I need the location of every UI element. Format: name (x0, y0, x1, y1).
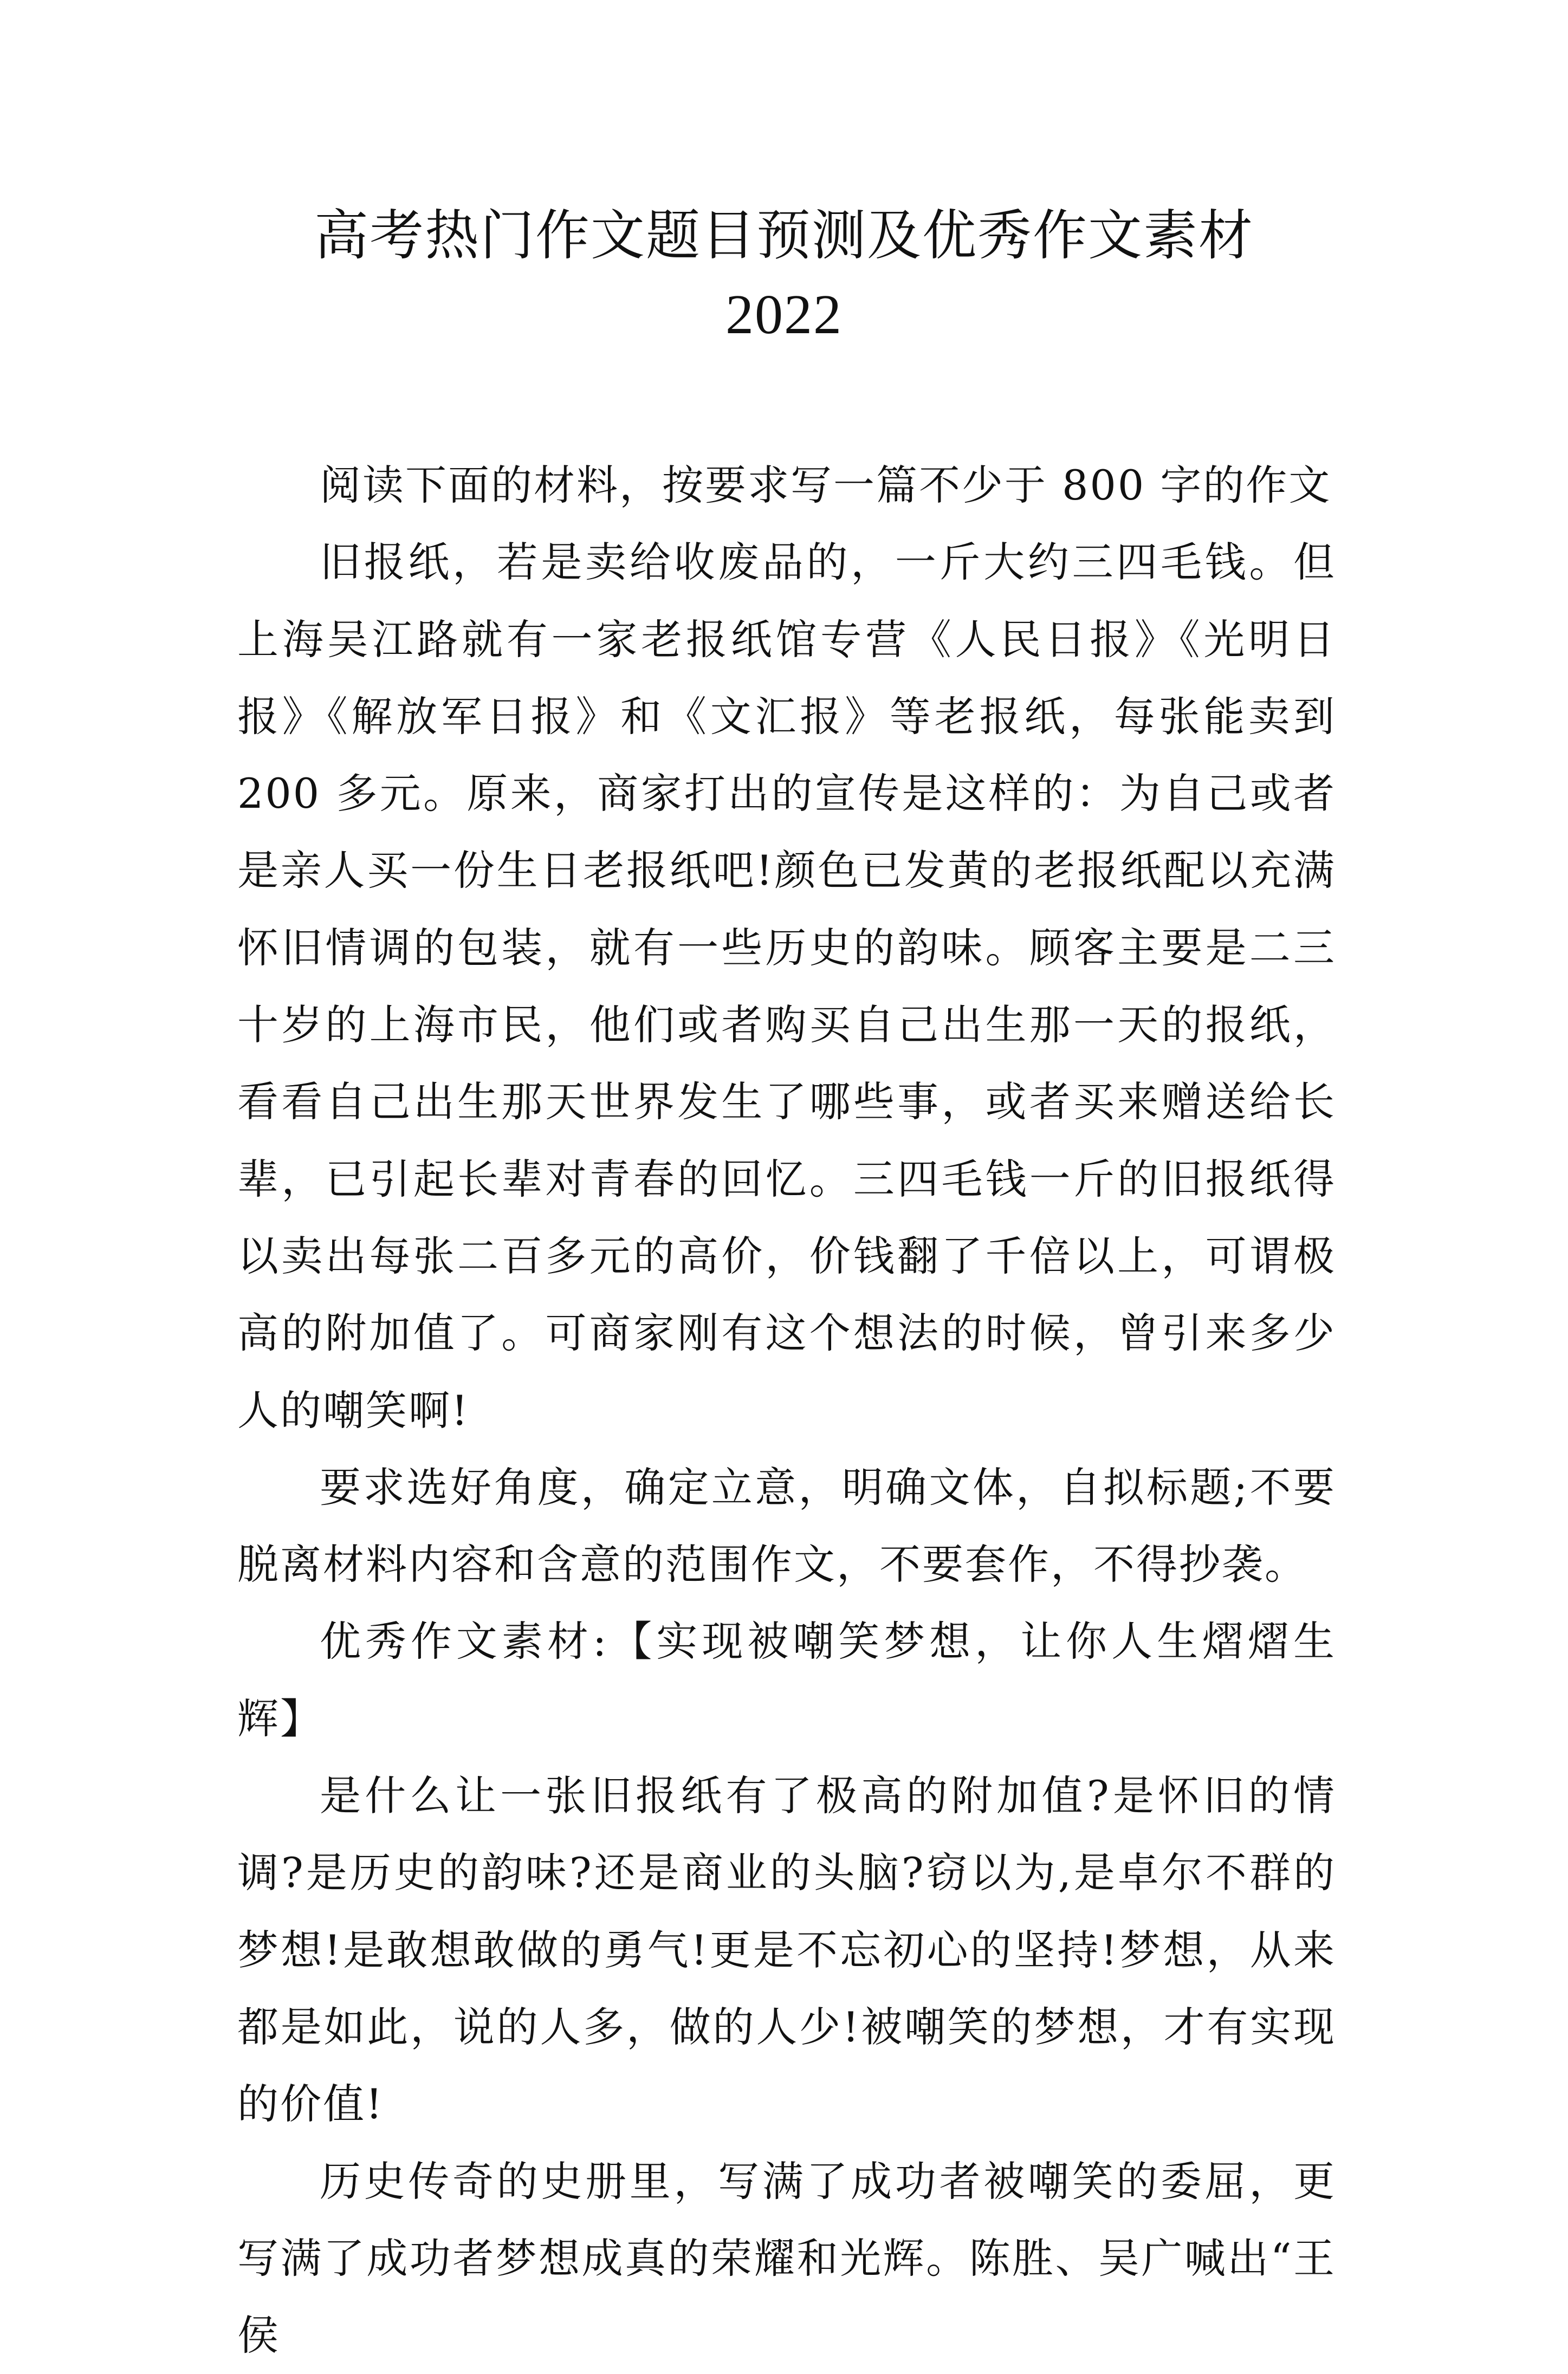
essay-paragraph: 是什么让一张旧报纸有了极高的附加值?是怀旧的情调?是历史的韵味?还是商业的头脑?窃以为,是卓尔不群的梦想!是敢想敢做的勇气!更是不忘初心的坚持!梦想，从来都是如此，说的人多，做的人少!被嘲笑的梦想，才有实现的价值! (237, 1772, 1336, 2129)
sample-essay-heading: 优秀作文素材:【实现被嘲笑梦想，让你人生熠熠生辉】 (237, 1617, 1336, 1743)
prompt-material-paragraph: 旧报纸，若是卖给收废品的，一斤大约三四毛钱。但上海吴江路就有一家老报纸馆专营《人民日报》《光明日报》《解放军日报》和《文汇报》等老报纸，每张能卖到 200 多元。原来，商家打出的宣传是这样的：为自己或者是亲人买一份生日老报纸吧!颜色已发黄的老报纸配以充满怀旧情调的包装，就有一些历史的韵味。顾客主要是二三十岁的上海市民，他们或者购买自己出生那一天的报纸，看看自己出生那天世界发生了哪些事，或者买来赠送给长辈，已引起长辈对青春的回忆。三四毛钱一斤的旧报纸得以卖出每张二百多元的高价，价钱翻了千倍以上，可谓极高的附加值了。可商家刚有这个想法的时候，曾引来多少人的嘲笑啊! (237, 538, 1336, 1435)
document-body (237, 447, 1336, 2374)
prompt-instruction: 阅读下面的材料，按要求写一篇不少于 800 字的作文 (320, 461, 1332, 509)
document-title-year: 2022 (725, 283, 843, 346)
prompt-requirements-paragraph: 要求选好角度，确定立意，明确文体，自拟标题;不要脱离材料内容和含意的范围作文，不要套作，不得抄袭。 (237, 1463, 1336, 1589)
document-title: 高考热门作文题目预测及优秀作文素材 (314, 204, 1254, 267)
essay-paragraph: 历史传奇的史册里，写满了成功者被嘲笑的委屈，更写满了成功者梦想成真的荣耀和光辉。陈胜、吴广喊出“王侯 (237, 2157, 1336, 2360)
